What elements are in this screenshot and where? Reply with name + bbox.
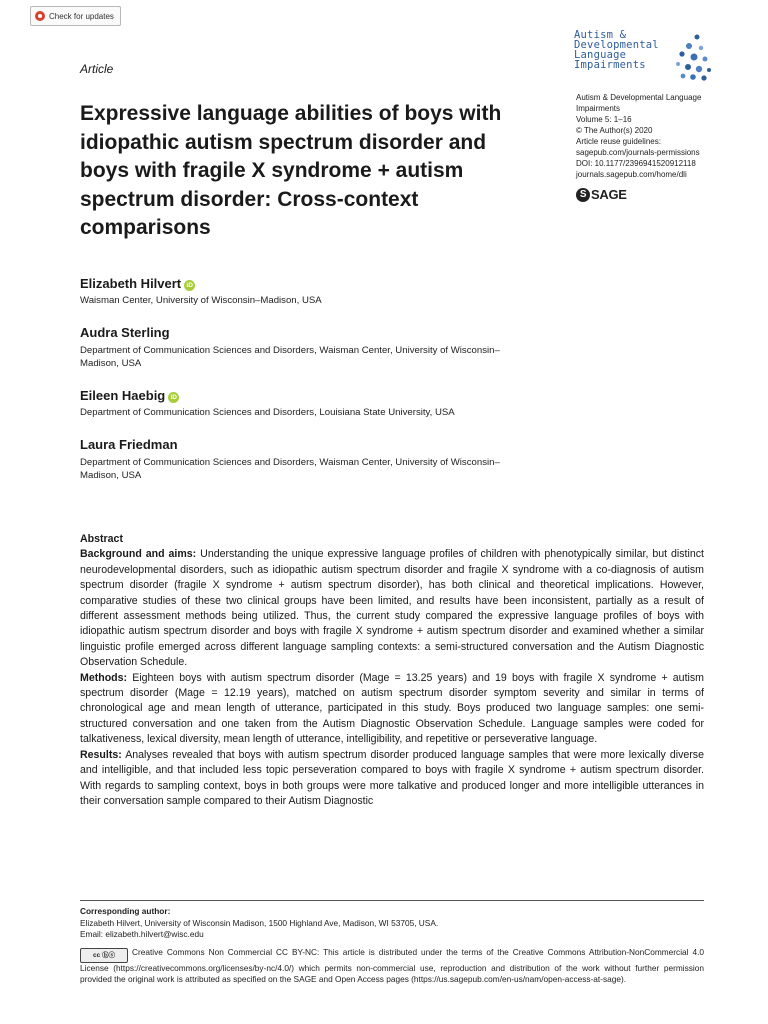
section-text: Understanding the unique expressive language profiles of children with phenotypically similar, but distinct neurodevelopmental disorders, such as idiopathic autism spectrum disorder and fragile X syndrome with a co-diagnosis of autism spectrum disorder (fragile X syndrome + autism spectrum disorder), has both clinical and theoretical implications. However, comparative studies of these two clinical groups have been limited, and results have been inconsistent, partially as a result of different assessment methods being utilized. Thus, the current study compared the expressive language profiles of boys with idiopathic autism spectrum disorder and boys with fragile X syndrome + autism spectrum disorder and examined whether a similar linguistic profile emerged across different language sampling contexts: a semi-structured conversation and the Autism Diagnostic Observation Schedule. bbox=[80, 548, 704, 669]
article-type-label: Article bbox=[80, 62, 114, 76]
author-name: Audra Sterling bbox=[80, 325, 170, 340]
journal-logo-line: Language bbox=[574, 49, 627, 61]
journal-logo-line: Impairments bbox=[574, 59, 646, 71]
journal-dots-icon bbox=[670, 32, 714, 82]
license-text: Creative Commons Non Commercial CC BY-NC: This article is distributed under the terms of the Creative Commons Attribution-NonCommercial 4.0 License (https://creativecommons.org/licenses/by-nc/4.0/) which permits non-commercial use, reproduction and distribution of the work without further permission provided the original work is attributed as specified on the SAGE and Open Access pages (https://us.sagepub.com/en-us/nam/open-access-at-sage). bbox=[80, 946, 704, 984]
journal-logo bbox=[574, 30, 714, 82]
cc-license-icon[interactable]: cc ⓑⓢ bbox=[80, 948, 128, 963]
check-for-updates-button[interactable] bbox=[30, 6, 121, 26]
section-label: Results: bbox=[80, 748, 122, 761]
section-label: Methods: bbox=[80, 671, 128, 684]
orcid-icon[interactable]: iD bbox=[168, 392, 179, 403]
journal-logo-line: Autism & bbox=[574, 29, 627, 41]
journal-meta-line[interactable]: sagepub.com/journals-permissions bbox=[576, 148, 700, 157]
journal-meta-line: Impairments bbox=[576, 104, 621, 113]
footer-divider bbox=[80, 900, 704, 901]
abstract-section-results bbox=[80, 748, 704, 810]
journal-meta-line: Article reuse guidelines: bbox=[576, 137, 661, 146]
author-affiliation: Department of Communication Sciences and Disorders, Waisman Center, University of Wisconsin–Madison, USA bbox=[80, 345, 500, 369]
journal-logo-line: Developmental bbox=[574, 39, 659, 51]
crossmark-icon bbox=[35, 11, 45, 21]
corresponding-author-address: Elizabeth Hilvert, University of Wisconsin Madison, 1500 Highland Ave, Madison, WI 53705, USA. bbox=[80, 917, 439, 928]
publisher-name: SAGE bbox=[591, 187, 627, 202]
author-affiliation: Waisman Center, University of Wisconsin–Madison, USA bbox=[80, 295, 322, 306]
license-notice bbox=[80, 947, 704, 986]
section-text: Analyses revealed that boys with autism spectrum disorder produced language samples that were more lexically diverse and intelligible, and that included less topic perseveration compared to boys with fragile X syndrome + autism spectrum disorder. With regards to sampling context, boys in both groups were more talkative and produced longer and more intelligible utterances in their conversation sample compared to their Autism Diagnostic bbox=[80, 748, 704, 807]
corresponding-author-email[interactable]: Email: elizabeth.hilvert@wisc.edu bbox=[80, 929, 204, 939]
journal-meta-line: Volume 5: 1–16 bbox=[576, 115, 632, 124]
abstract-section-methods bbox=[80, 671, 704, 748]
doi-link[interactable]: DOI: 10.1177/2396941520912118 bbox=[576, 159, 696, 168]
paper-title: Expressive language abilities of boys with idiopathic autism spectrum disorder and boys with fragile X syndrome + autism spectrum disorder: Cross-context comparisons bbox=[80, 102, 502, 239]
journal-home-link[interactable]: journals.sagepub.com/home/dli bbox=[576, 170, 687, 179]
author-name-text: Elizabeth Hilvert bbox=[80, 276, 182, 291]
abstract-heading: Abstract bbox=[80, 533, 123, 545]
journal-meta-line: Autism & Developmental Language bbox=[576, 93, 702, 102]
sage-s-icon: S bbox=[576, 188, 590, 202]
author-name bbox=[80, 276, 195, 291]
footnote bbox=[80, 906, 704, 986]
author-name-text: Eileen Haebig bbox=[80, 388, 166, 403]
author-affiliation: Department of Communication Sciences and Disorders, Waisman Center, University of Wisconsin–Madison, USA bbox=[80, 457, 500, 481]
journal-meta-line: © The Author(s) 2020 bbox=[576, 126, 653, 135]
section-text: Eighteen boys with autism spectrum disorder (Mage = 13.25 years) and 19 boys with fragile X syndrome + autism spectrum disorder (Mage = 12.19 years), matched on autism spectrum disorder symptom severity and similar in terms of chronological age and mean length of utterance, participated in this study. Boys produced two language samples: one semi-structured conversation and one taken from the Autism Diagnostic Observation Schedule. Language samples were coded for talkativeness, lexical diversity, mean length of utterance, intelligibility, and repetitive or perseverative language. bbox=[80, 671, 704, 746]
check-for-updates-label: Check for updates bbox=[49, 11, 114, 21]
abstract-section-background bbox=[80, 547, 704, 670]
section-label: Background and aims: bbox=[80, 548, 197, 561]
abstract bbox=[80, 532, 704, 809]
journal-meta bbox=[576, 92, 726, 180]
author-name bbox=[80, 388, 179, 403]
sage-logo bbox=[576, 187, 627, 202]
orcid-icon[interactable]: iD bbox=[184, 280, 195, 291]
author-affiliation: Department of Communication Sciences and Disorders, Louisiana State University, USA bbox=[80, 407, 455, 418]
corresponding-author-heading: Corresponding author: bbox=[80, 906, 171, 916]
author-name: Laura Friedman bbox=[80, 437, 178, 452]
